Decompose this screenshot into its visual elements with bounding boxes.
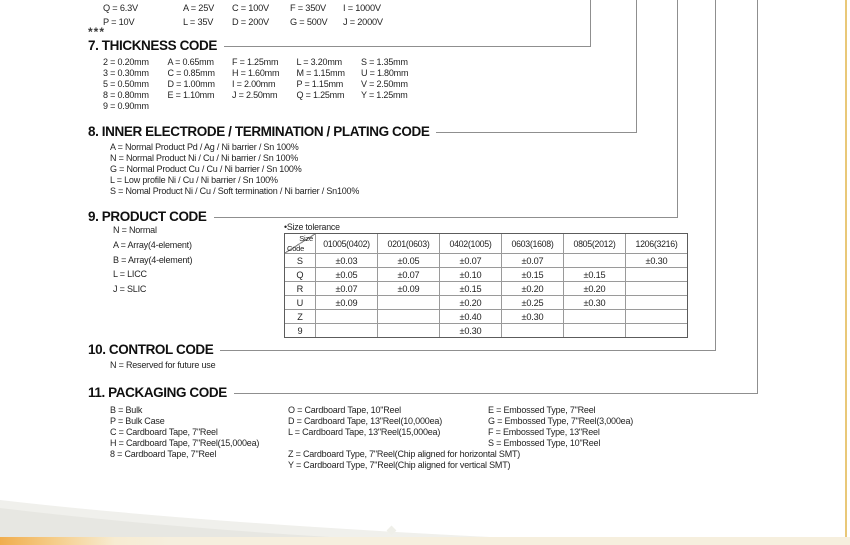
tolerance-value: ±0.05: [378, 254, 439, 267]
page-bottom-band: [0, 537, 850, 545]
connector-line-plating: [636, 0, 637, 133]
product-code-item: N = Normal: [113, 225, 157, 235]
column-header: 01005(0402): [316, 234, 377, 253]
tolerance-row-code: Q: [285, 268, 315, 281]
tolerance-row-code: S: [285, 254, 315, 267]
tolerance-value: ±0.03: [316, 254, 377, 267]
tolerance-value: ±0.07: [502, 254, 563, 267]
tolerance-value: ±0.40: [440, 310, 501, 323]
tolerance-value: ±0.15: [564, 268, 625, 281]
thickness-code: A = 0.65mm: [167, 56, 214, 67]
voltage-code-row: [103, 15, 383, 29]
tolerance-value: ±0.30: [626, 254, 687, 267]
thickness-code: S = 1.35mm: [361, 56, 408, 67]
tolerance-value: ±0.07: [378, 268, 439, 281]
thickness-code-row: [103, 56, 426, 67]
thickness-code-row: [103, 89, 426, 100]
product-code-item: A = Array(4-element): [113, 239, 192, 250]
voltage-code: A = 25V: [183, 3, 215, 13]
plating-code-list: [110, 142, 359, 197]
thickness-code: D = 1.00mm: [167, 78, 215, 89]
packaging-code-item: E = Embossed Type, 7"Reel: [488, 405, 596, 415]
plating-code-item: A = Normal Product Pd / Ag / Ni barrier / Sn 100%: [110, 142, 299, 152]
section-rule-line: [224, 46, 590, 47]
column-header: 0402(1005): [440, 234, 501, 253]
voltage-code: L = 35V: [183, 17, 214, 27]
packaging-code-item: P = Bulk Case: [110, 416, 165, 426]
section-heading-plating: 8. INNER ELECTRODE / TERMINATION / PLATING CODE: [88, 124, 430, 139]
voltage-code: J = 2000V: [343, 17, 383, 27]
product-code-item: B = Array(4-element): [113, 254, 193, 265]
tolerance-value: [378, 324, 439, 337]
column-header: 0603(1608): [502, 234, 563, 253]
voltage-code: P = 10V: [103, 17, 135, 27]
size-tolerance-label: •Size tolerance: [284, 222, 340, 232]
thickness-code: Y = 1.25mm: [361, 89, 408, 100]
section-control-header: [88, 342, 715, 357]
plating-code-item: N = Normal Product Ni / Cu / Ni barrier / Sn 100%: [110, 153, 299, 163]
voltage-code-row: [103, 1, 383, 15]
section-product-header: [88, 209, 677, 224]
thickness-code: 2 = 0.20mm: [103, 56, 149, 67]
thickness-code-list: [103, 56, 426, 111]
tolerance-row-code: R: [285, 282, 315, 295]
packaging-code-item: L = Cardboard Tape, 13"Reel(15,000ea): [288, 427, 441, 437]
tolerance-value: ±0.20: [440, 296, 501, 309]
voltage-code: Q = 6.3V: [103, 3, 138, 13]
connector-line-product: [677, 0, 678, 218]
tolerance-value: ±0.20: [564, 282, 625, 295]
thickness-code: C = 0.85mm: [167, 67, 215, 78]
packaging-code-column-3: [488, 405, 633, 449]
packaging-code-item: C = Cardboard Tape, 7"Reel: [110, 427, 218, 437]
voltage-code: I = 1000V: [343, 3, 381, 13]
voltage-code: D = 200V: [232, 17, 269, 27]
packaging-code-column-2: [288, 405, 520, 471]
packaging-code-column-1: [110, 405, 259, 460]
connector-line-control: [715, 0, 716, 351]
tolerance-value: [316, 310, 377, 323]
control-code-item: N = Reserved for future use: [110, 360, 216, 370]
tolerance-value: [378, 296, 439, 309]
thickness-code: I = 2.00mm: [232, 78, 276, 89]
section-rule-line: [220, 350, 715, 351]
thickness-code: H = 1.60mm: [232, 67, 280, 78]
packaging-code-item: B = Bulk: [110, 405, 143, 415]
section-heading-control: 10. CONTROL CODE: [88, 342, 214, 357]
tolerance-value: ±0.05: [316, 268, 377, 281]
tolerance-corner-cell: [285, 234, 315, 253]
tolerance-value: ±0.09: [316, 296, 377, 309]
column-header: 0805(2012): [564, 234, 625, 253]
section-thickness-header: [88, 38, 590, 53]
tolerance-value: [626, 324, 687, 337]
packaging-code-item: Z = Cardboard Type, 7"Reel(Chip aligned for horizontal SMT): [288, 449, 521, 459]
corner-code-label: Code: [287, 244, 305, 253]
section-rule-line: [234, 393, 757, 394]
thickness-code-row: [103, 67, 426, 78]
footer-swoosh-graphic: [0, 488, 520, 538]
tolerance-value: [626, 268, 687, 281]
product-code-list: [113, 225, 192, 299]
tolerance-value: [626, 282, 687, 295]
tolerance-value: [564, 310, 625, 323]
tolerance-value: ±0.15: [502, 268, 563, 281]
tolerance-value: ±0.07: [440, 254, 501, 267]
thickness-code: F = 1.25mm: [232, 56, 279, 67]
tolerance-value: ±0.07: [316, 282, 377, 295]
section-heading-packaging: 11. PACKAGING CODE: [88, 385, 227, 400]
packaging-code-item: 8 = Cardboard Tape, 7"Reel: [110, 449, 217, 459]
thickness-code: U = 1.80mm: [361, 67, 409, 78]
connector-line-thickness: [590, 0, 591, 47]
voltage-code: F = 350V: [290, 3, 326, 13]
thickness-code: 8 = 0.80mm: [103, 89, 149, 100]
plating-code-item: L = Low profile Ni / Cu / Ni barrier / Sn 100%: [110, 175, 278, 185]
tolerance-value: ±0.20: [502, 282, 563, 295]
plating-code-item: S = Nomal Product Ni / Cu / Soft termination / Ni barrier / Sn100%: [110, 186, 360, 196]
tolerance-value: [564, 254, 625, 267]
tolerance-value: ±0.30: [440, 324, 501, 337]
product-code-item: L = LICC: [113, 269, 147, 280]
thickness-code-row: [103, 100, 426, 111]
packaging-code-item: G = Embossed Type, 7"Reel(3,000ea): [488, 416, 634, 426]
tolerance-row-code: 9: [285, 324, 315, 337]
section-heading-thickness: 7. THICKNESS CODE: [88, 38, 217, 53]
packaging-code-item: H = Cardboard Tape, 7"Reel(15,000ea): [110, 438, 260, 448]
thickness-code: 9 = 0.90mm: [103, 100, 149, 111]
tolerance-row-code: Z: [285, 310, 315, 323]
tolerance-value: ±0.09: [378, 282, 439, 295]
thickness-code: V = 2.50mm: [361, 78, 408, 89]
plating-code-item: G = Normal Product Cu / Cu / Ni barrier / Sn 100%: [110, 164, 302, 174]
thickness-code: Q = 1.25mm: [296, 89, 345, 100]
connector-line-packaging: [757, 0, 758, 394]
tolerance-value: ±0.10: [440, 268, 501, 281]
thickness-code: 5 = 0.50mm: [103, 78, 149, 89]
thickness-code: P = 1.15mm: [296, 78, 344, 89]
voltage-code: G = 500V: [290, 17, 328, 27]
thickness-code: M = 1.15mm: [296, 67, 345, 78]
column-header: 0201(0603): [378, 234, 439, 253]
thickness-code-row: [103, 78, 426, 89]
separator-stars: ***: [88, 25, 106, 39]
tolerance-value: [626, 296, 687, 309]
thickness-code: J = 2.50mm: [232, 89, 278, 100]
packaging-code-item: F = Embossed Type, 13"Reel: [488, 427, 600, 437]
thickness-code: E = 1.10mm: [167, 89, 215, 100]
tolerance-value: ±0.30: [502, 310, 563, 323]
tolerance-value: [502, 324, 563, 337]
tolerance-value: ±0.15: [440, 282, 501, 295]
packaging-code-item: D = Cardboard Tape, 13"Reel(10,000ea): [288, 416, 442, 426]
voltage-code: C = 100V: [232, 3, 269, 13]
tolerance-value: [378, 310, 439, 323]
product-code-item: J = SLIC: [113, 284, 147, 295]
thickness-code: 3 = 0.30mm: [103, 67, 149, 78]
section-rule-line: [214, 217, 677, 218]
tolerance-value: [316, 324, 377, 337]
packaging-code-item: Y = Cardboard Type, 7"Reel(Chip aligned for vertical SMT): [288, 460, 511, 470]
tolerance-row-code: U: [285, 296, 315, 309]
section-heading-product: 9. PRODUCT CODE: [88, 209, 207, 224]
section-rule-line: [436, 132, 636, 133]
packaging-code-item: O = Cardboard Tape, 10"Reel: [288, 405, 401, 415]
page-right-accent-border: [845, 0, 847, 538]
column-header: 1206(3216): [626, 234, 687, 253]
tolerance-value: ±0.25: [502, 296, 563, 309]
tolerance-value: [626, 310, 687, 323]
thickness-code: L = 3.20mm: [296, 56, 342, 67]
packaging-code-item: [288, 438, 520, 449]
corner-size-label: Size: [299, 234, 313, 243]
size-tolerance-table: [284, 233, 688, 338]
section-packaging-header: [88, 385, 757, 400]
packaging-code-item: S = Embossed Type, 10"Reel: [488, 438, 601, 448]
tolerance-value: [564, 324, 625, 337]
tolerance-value: ±0.30: [564, 296, 625, 309]
section-plating-header: [88, 124, 636, 139]
voltage-code-list: [103, 1, 383, 29]
